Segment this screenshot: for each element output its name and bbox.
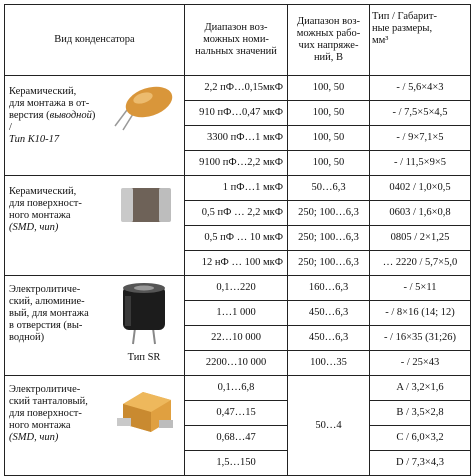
- capacitance-cell: 0,5 пФ … 2,2 мкФ: [185, 201, 288, 226]
- package-cell: - / 16×35 (31;26): [370, 326, 471, 351]
- voltage-cell: 450…6,3: [288, 301, 370, 326]
- package-cell: C / 6,0×3,2: [370, 426, 471, 451]
- table-row: [5, 176, 471, 201]
- package-cell: 0805 / 2×1,25: [370, 226, 471, 251]
- type-name-line: для поверхност-: [9, 408, 82, 419]
- header-row: [5, 5, 471, 76]
- tantalum-smd-capacitor-icon: [109, 380, 179, 440]
- capacitor-table: [4, 4, 471, 476]
- package-cell: - / 5,6×4×3: [370, 76, 471, 101]
- package-cell: 0603 / 1,6×0,8: [370, 201, 471, 226]
- voltage-cell: 100, 50: [288, 76, 370, 101]
- capacitance-cell: 1…1 000: [185, 301, 288, 326]
- type-name-line: ский танталовый,: [9, 396, 88, 407]
- type-name-line: для монтажа в от-: [9, 98, 90, 109]
- capacitance-cell: 0,1…220: [185, 276, 288, 301]
- capacitance-cell: 2,2 пФ…0,15мкФ: [185, 76, 288, 101]
- voltage-cell: 250; 100…6,3: [288, 201, 370, 226]
- package-cell: B / 3,5×2,8: [370, 401, 471, 426]
- package-cell: … 2220 / 5,7×5,0: [370, 251, 471, 276]
- type-cell-tantalum-smd: [5, 376, 185, 476]
- type-name-line: выводной: [49, 110, 92, 121]
- header-type-text: Вид конденсатора: [54, 34, 135, 45]
- type-name-line: Электролитиче-: [9, 384, 81, 395]
- package-cell: 0402 / 1,0×0,5: [370, 176, 471, 201]
- smd-ceramic-capacitor-icon: [109, 180, 179, 230]
- capacitance-cell: 1,5…150: [185, 451, 288, 476]
- type-name-line: Керамический,: [9, 186, 77, 197]
- package-cell: - / 8×16 (14; 12): [370, 301, 471, 326]
- type-name-line: Тип К10-17: [9, 134, 60, 145]
- type-name-line: Электролитиче-: [9, 284, 81, 295]
- voltage-cell: 160…6,3: [288, 276, 370, 301]
- capacitance-cell: 0,47…15: [185, 401, 288, 426]
- header-package: Тип / Габарит- ные размеры, мм³: [370, 5, 471, 76]
- capacitance-cell: 0,68…47: [185, 426, 288, 451]
- capacitance-cell: 22…10 000: [185, 326, 288, 351]
- package-cell: - / 5×11: [370, 276, 471, 301]
- type-cell-ceramic-through-hole: [5, 76, 185, 176]
- voltage-cell: 100, 50: [288, 151, 370, 176]
- type-name-line: ного монтажа: [9, 210, 71, 221]
- capacitance-cell: 0,1…6,8: [185, 376, 288, 401]
- type-name-line: вый, для монтажа: [9, 308, 89, 319]
- capacitance-cell: 0,5 пФ … 10 мкФ: [185, 226, 288, 251]
- capacitance-cell: 910 пФ…0,47 мкФ: [185, 101, 288, 126]
- type-name: [9, 384, 109, 444]
- capacitance-cell: 9100 пФ…2,2 мкФ: [185, 151, 288, 176]
- type-name: [9, 86, 109, 146]
- type-cell-aluminum-electrolytic: [5, 276, 185, 376]
- type-name-line: ): [91, 110, 96, 121]
- header-capacitance: Диапазон воз- можных номи- нальных значений: [185, 5, 288, 76]
- type-name-line: водной): [9, 332, 45, 343]
- capacitance-cell: 1 пФ…1 мкФ: [185, 176, 288, 201]
- voltage-cell-merged: 50…4: [288, 376, 370, 476]
- aluminum-electrolytic-capacitor-icon: [109, 280, 179, 346]
- type-cell-ceramic-smd: [5, 176, 185, 276]
- package-cell: - / 7,5×5×4,5: [370, 101, 471, 126]
- type-name-line: в отверстия (вы-: [9, 320, 83, 331]
- package-cell: - / 11,5×9×5: [370, 151, 471, 176]
- ceramic-disc-capacitor-icon: [109, 80, 179, 140]
- package-cell: D / 7,3×4,3: [370, 451, 471, 476]
- voltage-cell: 100…35: [288, 351, 370, 376]
- type-name-line: верстия (: [9, 110, 50, 121]
- type-name-line: ного монтажа: [9, 420, 71, 431]
- type-name: [9, 186, 109, 234]
- voltage-cell: 50…6,3: [288, 176, 370, 201]
- type-name-line: Керамический,: [9, 86, 77, 97]
- capacitance-cell: 3300 пФ…1 мкФ: [185, 126, 288, 151]
- package-cell: - / 25×43: [370, 351, 471, 376]
- voltage-cell: 250; 100…6,3: [288, 226, 370, 251]
- type-name-line: (SMD, чип): [9, 222, 59, 233]
- table-row: [5, 76, 471, 101]
- package-cell: - / 9×7,1×5: [370, 126, 471, 151]
- table-row: [5, 276, 471, 301]
- type-name-line: ский, алюминие-: [9, 296, 85, 307]
- voltage-cell: 100, 50: [288, 101, 370, 126]
- type-name-line: (SMD, чип): [9, 432, 59, 443]
- capacitance-cell: 12 нФ … 100 мкФ: [185, 251, 288, 276]
- package-cell: A / 3,2×1,6: [370, 376, 471, 401]
- voltage-cell: 250; 100…6,3: [288, 251, 370, 276]
- type-name-line: /: [9, 122, 12, 133]
- header-type: [5, 5, 185, 76]
- aluminum-capacitor-figure: [109, 280, 179, 364]
- type-name: [9, 284, 109, 344]
- table-row: [5, 376, 471, 401]
- voltage-cell: 100, 50: [288, 126, 370, 151]
- voltage-cell: 450…6,3: [288, 326, 370, 351]
- capacitance-cell: 2200…10 000: [185, 351, 288, 376]
- type-name-line: для поверхност-: [9, 198, 82, 209]
- header-voltage: Диапазон воз- можных рабо- чих напряже- ний, В: [288, 5, 370, 76]
- capacitor-caption: Тип SR: [127, 352, 161, 363]
